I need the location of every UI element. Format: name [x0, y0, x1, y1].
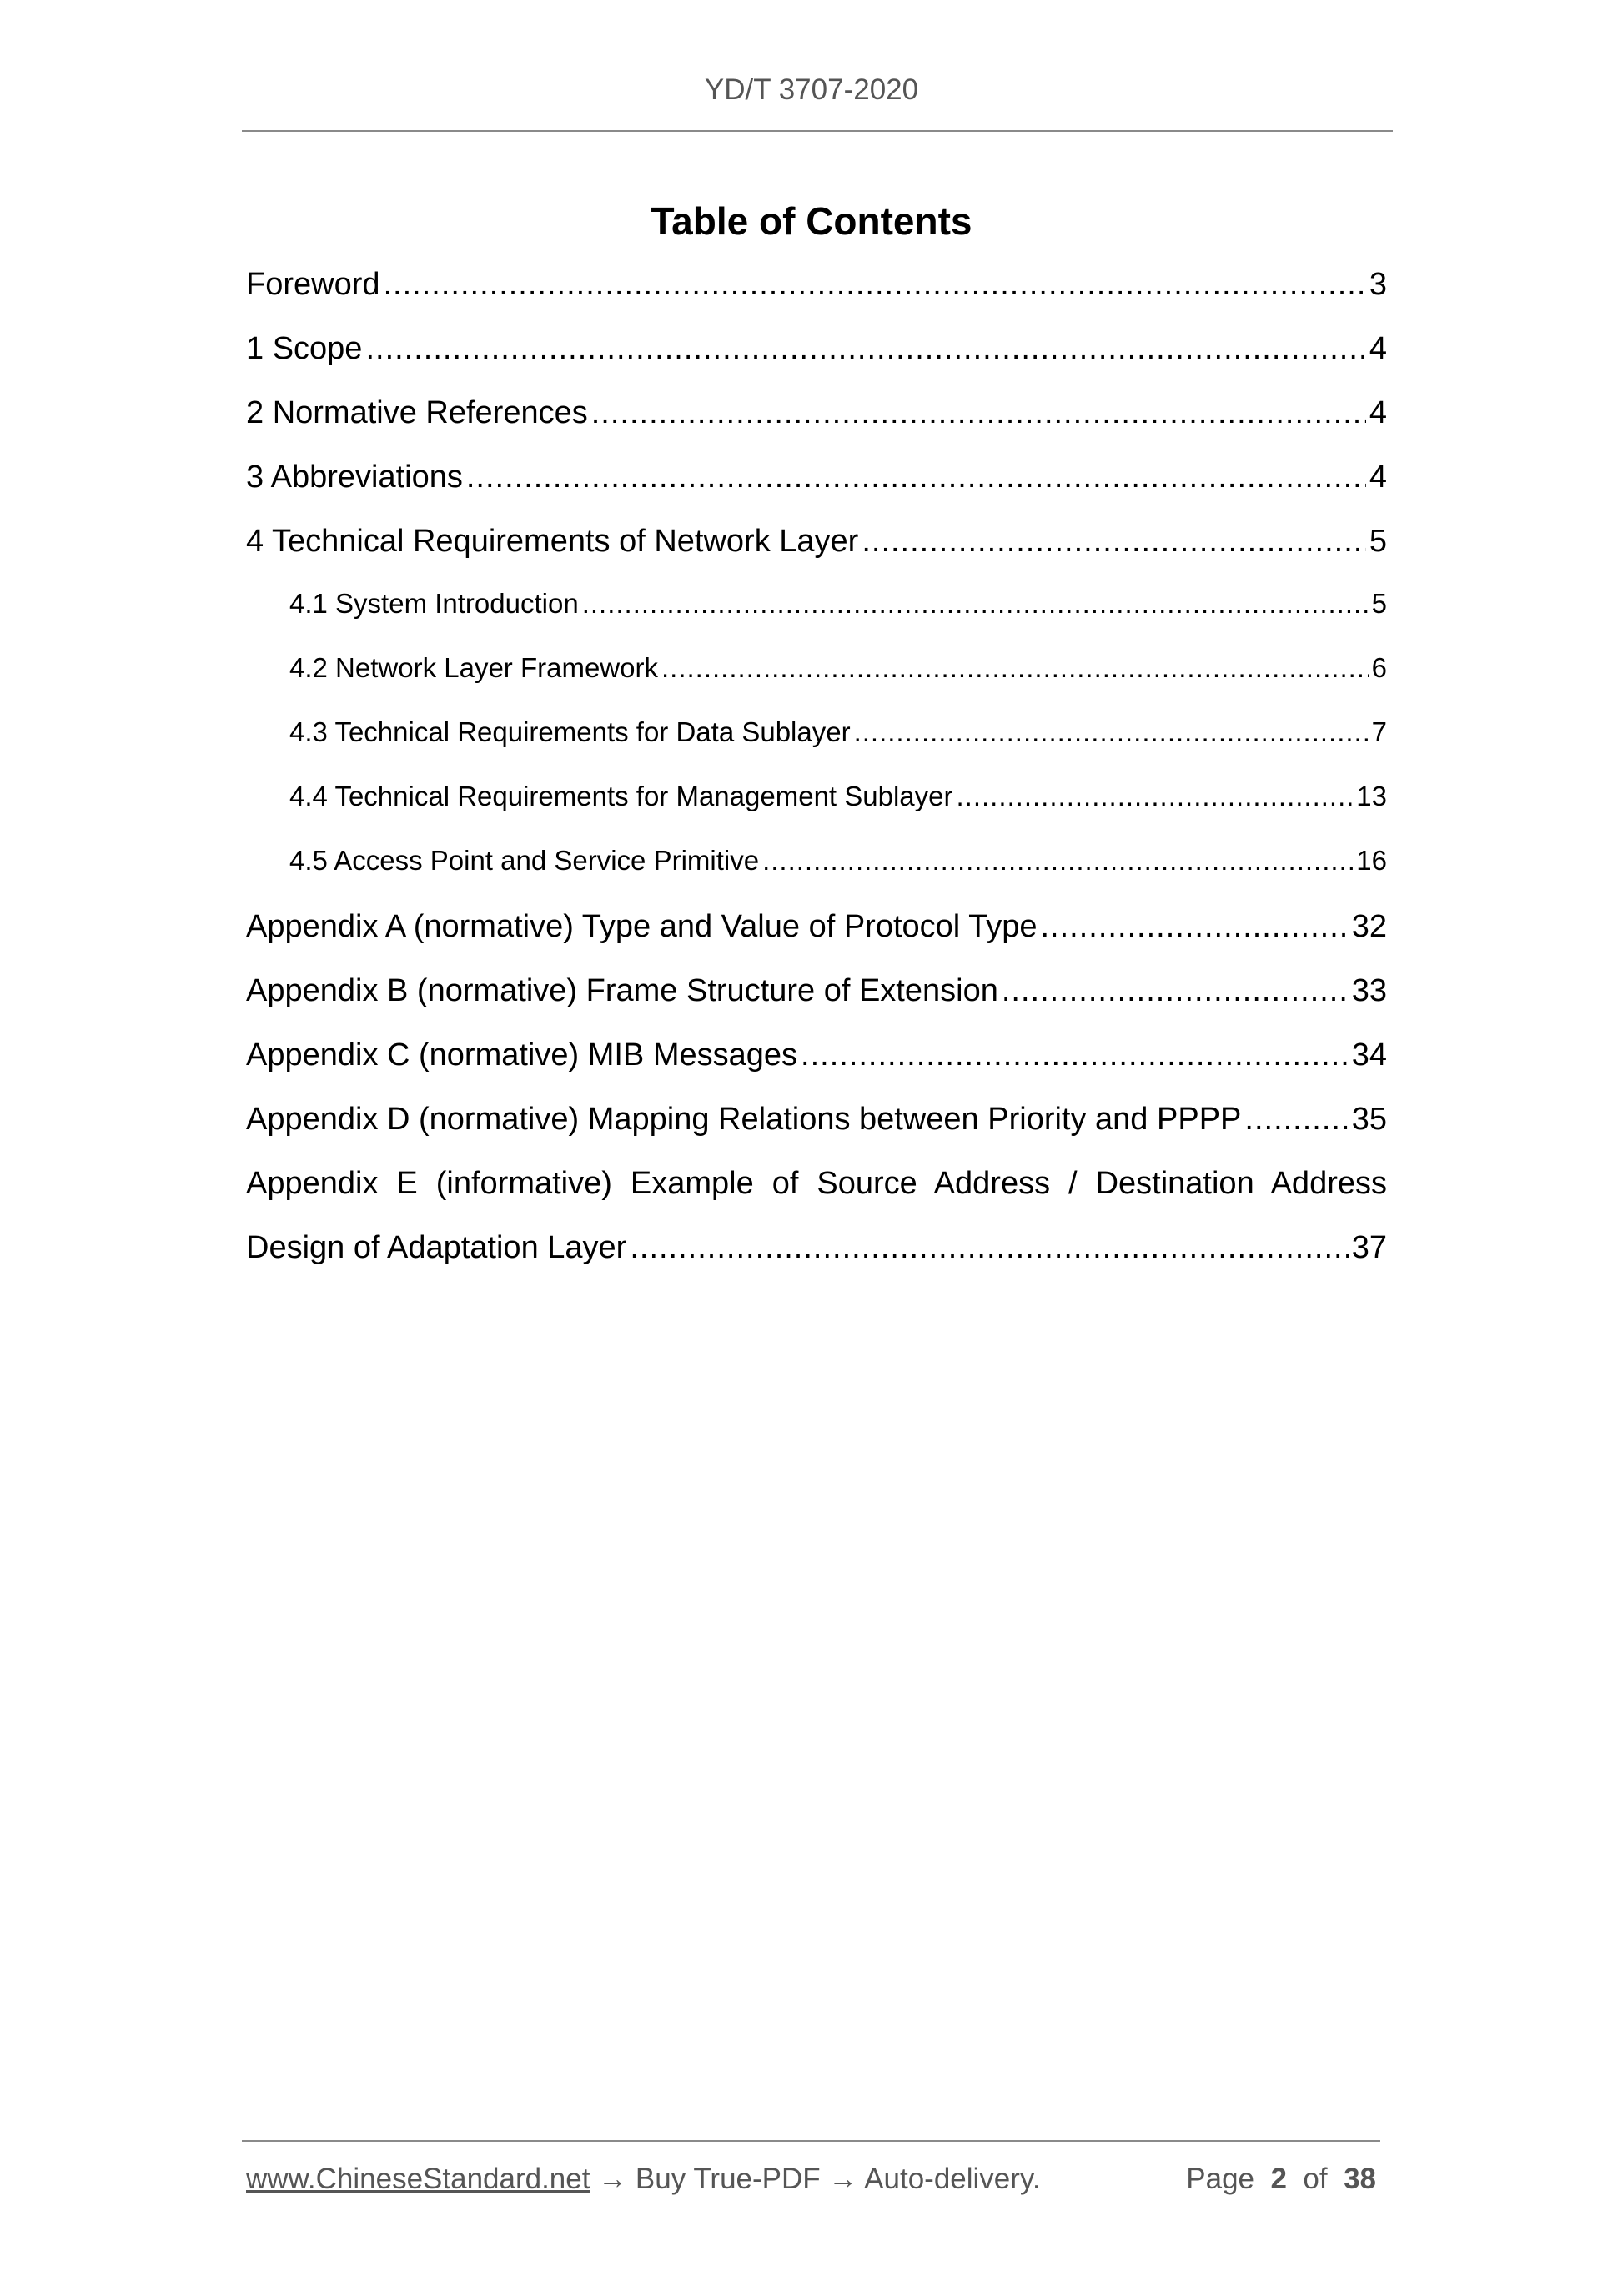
toc-entry-page: 33 [1351, 973, 1387, 1008]
footer-tagline: → Buy True-PDF → Auto-delivery. [598, 2163, 1041, 2195]
toc-heading: Table of Contents [651, 199, 972, 243]
toc-entry-appendix-b[interactable] [246, 973, 1387, 1037]
toc-entry-title: 4 Technical Requirements of Network Layer [246, 524, 859, 559]
toc-entry-technical-requirements[interactable] [246, 524, 1387, 588]
toc-leader-dots [384, 267, 1366, 303]
document-code-header: YD/T 3707-2020 [704, 73, 919, 106]
toc-entry-data-sublayer[interactable] [246, 716, 1387, 781]
toc-entry-title: Design of Adaptation Layer [246, 1230, 627, 1265]
page-indicator [1186, 2163, 1376, 2196]
toc-leader-dots [630, 1230, 1348, 1266]
toc-entry-title: Appendix A (normative) Type and Value of Protocol Type [246, 909, 1038, 944]
toc-entry-title: 4.2 Network Layer Framework [289, 652, 658, 683]
toc-entry-page: 5 [1369, 524, 1387, 559]
toc-entry-access-point[interactable] [246, 845, 1387, 909]
toc-entry-title: Appendix D (normative) Mapping Relations between Priority and PPPP [246, 1102, 1242, 1137]
toc-entry-foreword[interactable] [246, 267, 1387, 331]
toc-leader-dots [762, 845, 1353, 877]
toc-entry-page: 4 [1369, 460, 1387, 495]
toc-entry-title: 3 Abbreviations [246, 460, 463, 495]
toc-entry-appendix-e-line2[interactable] [246, 1230, 1387, 1294]
toc-entry-system-introduction[interactable] [246, 588, 1387, 652]
toc-leader-dots [582, 588, 1369, 620]
toc-leader-dots [1040, 909, 1348, 945]
toc-leader-dots [466, 460, 1366, 495]
table-of-contents [246, 267, 1387, 1294]
toc-entry-appendix-c[interactable] [246, 1037, 1387, 1102]
toc-entry-title: 1 Scope [246, 331, 363, 366]
toc-entry-network-layer-framework[interactable] [246, 652, 1387, 716]
toc-entry-title: Appendix E (informative) Example of Source Address / Destination Address [246, 1166, 1387, 1201]
toc-entry-page: 35 [1351, 1102, 1387, 1137]
total-page-number: 38 [1344, 2163, 1376, 2195]
toc-entry-appendix-d[interactable] [246, 1102, 1387, 1166]
footer-left [246, 2163, 1041, 2196]
current-page-number: 2 [1270, 2163, 1287, 2195]
toc-entry-page: 4 [1369, 395, 1387, 430]
toc-leader-dots [957, 781, 1354, 812]
toc-entry-title: 2 Normative References [246, 395, 588, 430]
page-word: Page [1186, 2163, 1255, 2195]
toc-entry-page: 16 [1356, 845, 1387, 876]
toc-entry-scope[interactable] [246, 331, 1387, 395]
toc-leader-dots [1002, 973, 1349, 1009]
toc-entry-title: 4.5 Access Point and Service Primitive [289, 845, 760, 876]
toc-entry-appendix-a[interactable] [246, 909, 1387, 973]
toc-entry-appendix-e-line1[interactable] [246, 1166, 1387, 1230]
toc-entry-page: 3 [1369, 267, 1387, 302]
page-footer [246, 2163, 1376, 2196]
toc-leader-dots [854, 716, 1369, 748]
website-link[interactable]: www.ChineseStandard.net [246, 2163, 590, 2195]
toc-entry-page: 13 [1356, 781, 1387, 811]
toc-entry-page: 5 [1371, 588, 1387, 619]
toc-entry-page: 4 [1369, 331, 1387, 366]
toc-entry-page: 32 [1351, 909, 1387, 944]
toc-leader-dots [591, 395, 1366, 431]
toc-entry-page: 7 [1371, 716, 1387, 747]
toc-entry-abbreviations[interactable] [246, 460, 1387, 524]
toc-leader-dots [862, 524, 1366, 560]
toc-entry-title: Appendix C (normative) MIB Messages [246, 1037, 798, 1073]
toc-leader-dots [1244, 1102, 1348, 1138]
toc-entry-title: 4.3 Technical Requirements for Data Sublayer [289, 716, 851, 747]
toc-leader-dots [661, 652, 1369, 684]
header-divider [242, 130, 1393, 132]
toc-entry-title: 4.4 Technical Requirements for Management Sublayer [289, 781, 953, 811]
toc-leader-dots [801, 1037, 1349, 1073]
toc-entry-page: 37 [1351, 1230, 1387, 1265]
toc-entry-title: Appendix B (normative) Frame Structure of Extension [246, 973, 998, 1008]
toc-entry-management-sublayer[interactable] [246, 781, 1387, 845]
toc-entry-title: Foreword [246, 267, 380, 302]
of-word: of [1303, 2163, 1328, 2195]
footer-divider [242, 2140, 1380, 2142]
toc-entry-page: 34 [1351, 1037, 1387, 1073]
toc-leader-dots [365, 331, 1365, 367]
toc-entry-page: 6 [1371, 652, 1387, 683]
toc-entry-normative-references[interactable] [246, 395, 1387, 460]
toc-entry-title: 4.1 System Introduction [289, 588, 579, 619]
